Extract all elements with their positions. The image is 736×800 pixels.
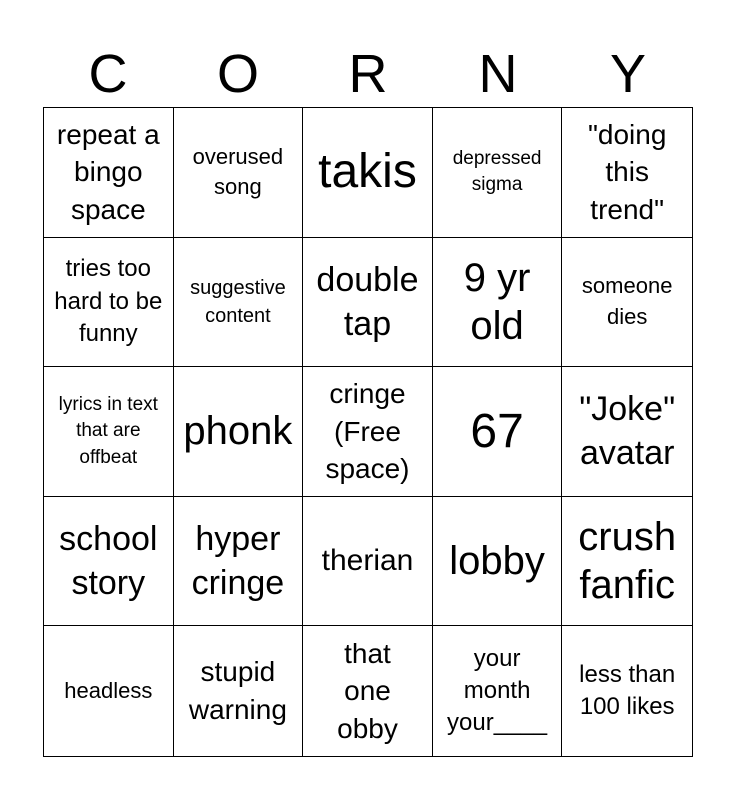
cell-text: headless bbox=[64, 677, 153, 703]
bingo-cell[interactable] bbox=[433, 108, 563, 238]
cell-text: that one obby bbox=[337, 637, 398, 745]
bingo-cell[interactable] bbox=[44, 626, 174, 756]
cell-text: school story bbox=[59, 519, 158, 603]
bingo-cell[interactable] bbox=[44, 108, 174, 238]
bingo-cell[interactable] bbox=[562, 497, 692, 627]
cell-text: depressed sigma bbox=[452, 147, 542, 196]
bingo-cell[interactable] bbox=[303, 108, 433, 238]
bingo-cell[interactable] bbox=[174, 238, 304, 368]
cell-text: lyrics in text that are offbeat bbox=[58, 393, 158, 468]
cell-text: 9 yr old bbox=[463, 255, 531, 348]
bingo-cell[interactable] bbox=[44, 367, 174, 497]
cell-text: crush fanfic bbox=[578, 515, 677, 608]
bingo-cell[interactable] bbox=[433, 497, 563, 627]
bingo-cell[interactable] bbox=[303, 238, 433, 368]
bingo-cell[interactable] bbox=[174, 108, 304, 238]
cell-text: "Joke" avatar bbox=[579, 390, 676, 473]
bingo-cell[interactable] bbox=[174, 367, 304, 497]
bingo-cell[interactable] bbox=[303, 497, 433, 627]
header-letter-n: N bbox=[478, 44, 518, 104]
bingo-cell[interactable] bbox=[44, 497, 174, 627]
cell-text: less than 100 likes bbox=[579, 660, 676, 721]
cell-text: your month your____ bbox=[447, 644, 548, 737]
header-letter-y: Y bbox=[609, 44, 647, 104]
cell-text: cringe (Free space) bbox=[325, 377, 410, 485]
bingo-board bbox=[43, 107, 693, 757]
cell-text: stupid warning bbox=[188, 656, 287, 726]
bingo-cell[interactable] bbox=[303, 626, 433, 756]
bingo-cell[interactable] bbox=[562, 108, 692, 238]
cell-text: 67 bbox=[470, 404, 524, 458]
cell-text: suggestive content bbox=[190, 276, 286, 327]
bingo-cell[interactable] bbox=[433, 238, 563, 368]
cell-text: tries too hard to be funny bbox=[54, 255, 163, 348]
header-letter-r: R bbox=[348, 44, 388, 104]
bingo-cell[interactable] bbox=[562, 238, 692, 368]
cell-text: someone dies bbox=[581, 273, 673, 329]
bingo-cell[interactable] bbox=[303, 367, 433, 497]
cell-text: takis bbox=[318, 145, 417, 199]
bingo-cell[interactable] bbox=[174, 497, 304, 627]
bingo-cell[interactable] bbox=[433, 626, 563, 756]
cell-text: therian bbox=[321, 543, 414, 577]
cell-text: "doing this trend" bbox=[587, 118, 667, 226]
cell-text: phonk bbox=[183, 409, 293, 454]
bingo-cell[interactable] bbox=[562, 367, 692, 497]
bingo-cell[interactable] bbox=[433, 367, 563, 497]
cell-text: double tap bbox=[316, 260, 419, 343]
header-letter-o: O bbox=[216, 44, 259, 104]
bingo-cell[interactable] bbox=[562, 626, 692, 756]
bingo-cell[interactable] bbox=[44, 238, 174, 368]
header-letter-c: C bbox=[88, 44, 128, 104]
bingo-header bbox=[43, 40, 693, 108]
cell-text: hyper cringe bbox=[191, 519, 285, 603]
bingo-cell[interactable] bbox=[174, 626, 304, 756]
cell-text: overused song bbox=[192, 143, 284, 200]
cell-text: lobby bbox=[449, 539, 545, 584]
cell-text: repeat a bingo space bbox=[56, 118, 160, 226]
